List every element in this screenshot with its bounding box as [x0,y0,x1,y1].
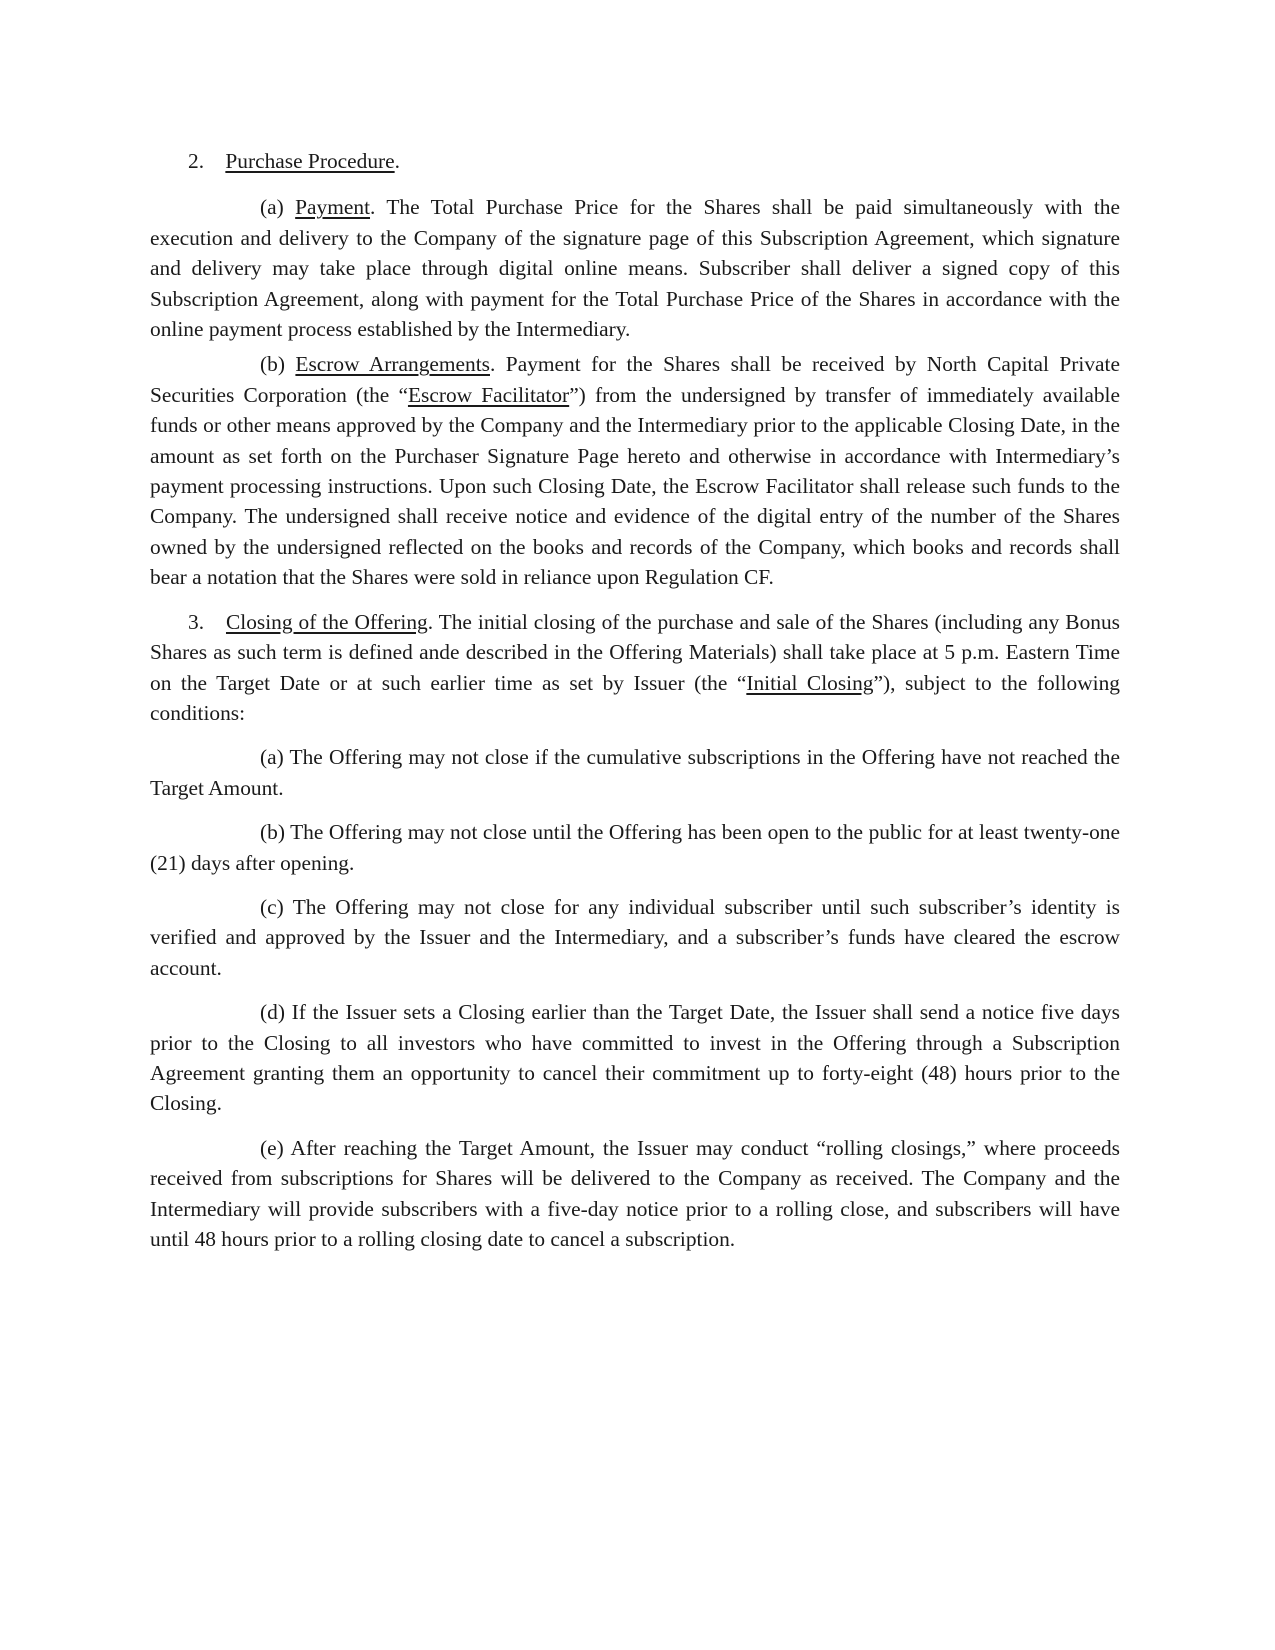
document-body [150,146,1120,1254]
section-3e-text: After reaching the Target Amount, the Issuer may conduct “rolling closings,” where proceeds received from subscriptions for Shares will be delivered to the Company as received. The Company and the Intermediary will provide subscribers with a five-day notice prior to a rolling close, and subscribers will have until 48 hours prior to a rolling closing date to cancel a subscription. [150,1135,1121,1251]
section-2a-title: Payment [295,195,371,220]
section-3-text-2: ”), subject to the following conditions: [150,670,1120,725]
section-3-title: Closing of the Offering [225,609,428,634]
section-3c-label: (c) [260,894,284,919]
section-3d-paragraph [150,997,1120,1119]
section-2-title-punct: . [394,149,400,173]
section-3e-paragraph [150,1133,1120,1255]
section-2-number: 2. [188,149,205,173]
section-2b-title: Escrow Arrangements [295,352,490,377]
section-3b-text: The Offering may not close until the Offering has been open to the public for at least twenty-one (21) days after opening. [150,820,1120,875]
section-3-defined-term: Initial Closing [746,670,874,695]
section-3d-label: (d) [260,1000,285,1025]
section-2b-defined-term: Escrow Facilitator [407,382,570,407]
section-3-paragraph [150,607,1120,729]
section-3b-label: (b) [260,820,285,845]
section-3a-text: The Offering may not close if the cumulative subscriptions in the Offering have not reached the Target Amount. [150,745,1120,800]
section-3a-paragraph [150,742,1120,803]
section-3-number: 3. [188,609,205,634]
section-2a-label: (a) [260,195,284,220]
section-2b-paragraph [150,349,1120,592]
section-3c-text: The Offering may not close for any individual subscriber until such subscriber’s identity is verified and approved by the Issuer and the Intermediary, and a subscriber’s funds have cleared the escrow account. [150,894,1120,980]
section-2b-text-1: . Payment for the Shares shall be received by North Capital Private Securities Corporation (the “ [150,352,1120,407]
section-3c-paragraph [150,892,1120,983]
section-3d-text: If the Issuer sets a Closing earlier than the Target Date, the Issuer shall send a notice five days prior to the Closing to all investors who have committed to invest in the Offering through a Subscription Agreement granting them an opportunity to cancel their commitment up to forty-eight (48) hours prior to the Closing. [150,1000,1120,1116]
section-2a-text: . The Total Purchase Price for the Shares shall be paid simultaneously with the execution and delivery to the Company of the signature page of this Subscription Agreement, which signature and delivery may take place through digital online means. Subscriber shall deliver a signed copy of this Subscription Agreement, along with payment for the Total Purchase Price of the Shares in accordance with the online payment process established by the Intermediary. [150,195,1120,342]
section-3b-paragraph [150,817,1120,878]
section-3a-label: (a) [260,745,284,770]
section-2b-label: (b) [260,352,285,377]
section-2b-text-2: ”) from the undersigned by transfer of immediately available funds or other means approved by the Company and the Intermediary prior to the applicable Closing Date, in the amount as set forth on the Purchaser Signature Page hereto and otherwise in accordance with Intermediary’s payment processing instructions. Upon such Closing Date, the Escrow Facilitator shall release such funds to the Company. The undersigned shall receive notice and evidence of the digital entry of the number of the Shares owned by the undersigned reflected on the books and records of the Company, which books and records shall bear a notation that the Shares were sold in reliance upon Regulation CF. [150,382,1120,590]
section-3-text-1: . The initial closing of the purchase and sale of the Shares (including any Bonus Shares as such term is defined ande described in the Offering Materials) shall take place at 5 p.m. Eastern Time on the Target Date or at such earlier time as set by Issuer (the “ [150,609,1120,695]
section-2-title: Purchase Procedure [225,149,395,173]
section-2-heading [150,146,1120,176]
section-2a-paragraph [150,192,1120,344]
section-3e-label: (e) [260,1135,284,1160]
